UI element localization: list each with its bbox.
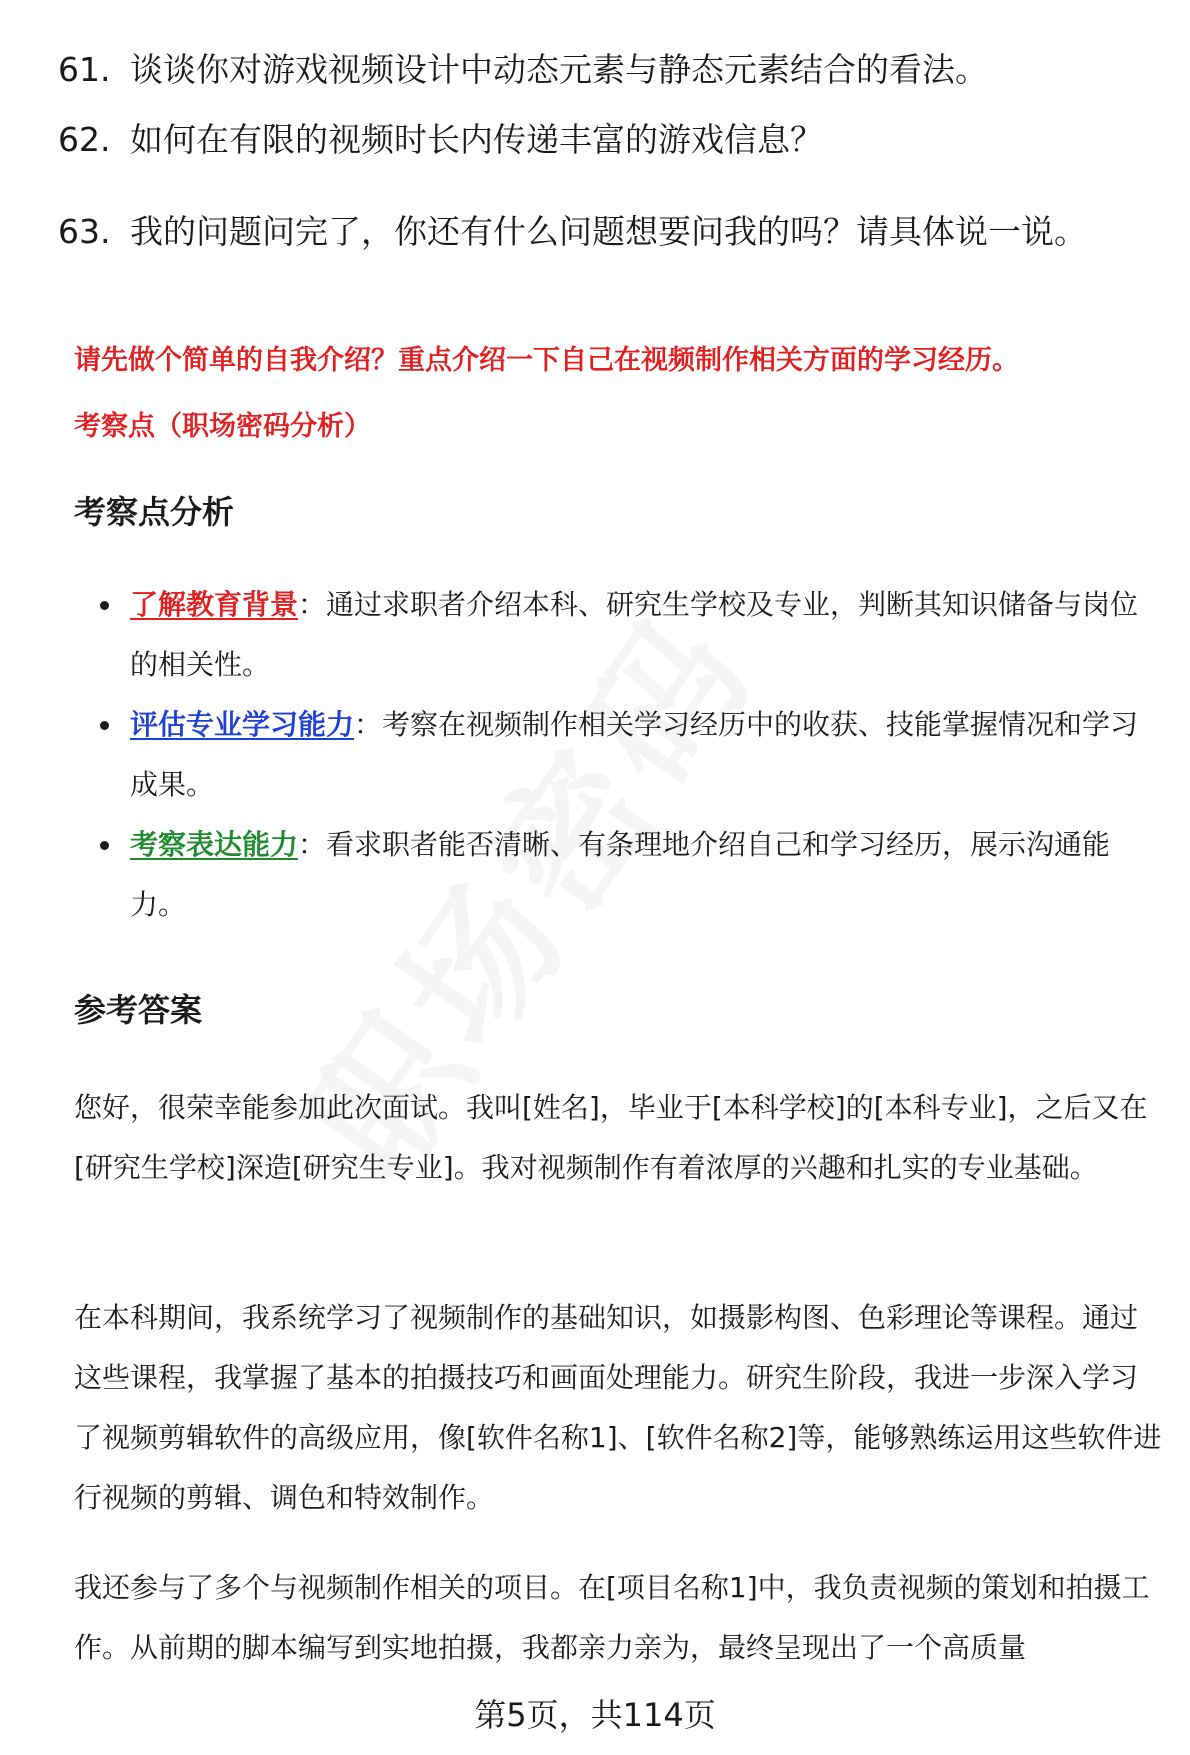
point-key: 考察表达能力	[130, 828, 299, 861]
question-text: 谈谈你对游戏视频设计中动态元素与静态元素结合的看法。	[130, 50, 988, 89]
bullet-dot	[100, 841, 109, 850]
bullet-dot	[100, 721, 109, 730]
point-text: ：考察在视频制作相关学习经历中的收获、技能掌握情况和学习成果。	[130, 708, 1139, 801]
point-item	[100, 575, 1160, 695]
answer-paragraph: 在本科期间，我系统学习了视频制作的基础知识，如摄影构图、色彩理论等课程。通过这些课程，我掌握了基本的拍摄技巧和画面处理能力。研究生阶段，我进一步深入学习了视频剪辑软件的高级应用，像[软件名称1]、[软件名称2]等，能够熟练运用这些软件进行视频的剪辑、调色和特效制作。	[74, 1301, 1162, 1514]
question-number: 63.	[58, 212, 111, 251]
highlight-question: 请先做个简单的自我介绍？重点介绍一下自己在视频制作相关方面的学习经历。	[74, 345, 1019, 376]
answer-paragraph: 您好，很荣幸能参加此次面试。我叫[姓名]，毕业于[本科学校]的[本科专业]，之后又在[研究生学校]深造[研究生专业]。我对视频制作有着浓厚的兴趣和扎实的专业基础。	[74, 1091, 1148, 1184]
page-footer: 第5页，共114页	[474, 1696, 716, 1734]
point-text: ：通过求职者介绍本科、研究生学校及专业，判断其知识储备与岗位的相关性。	[130, 588, 1139, 681]
point-key: 评估专业学习能力	[130, 708, 355, 741]
question-61	[58, 48, 988, 92]
point-item	[100, 815, 1160, 935]
bullet-dot	[100, 601, 109, 610]
point-text: ：看求职者能否清晰、有条理地介绍自己和学习经历，展示沟通能力。	[130, 828, 1111, 921]
analysis-heading: 考察点分析	[74, 493, 235, 531]
question-text: 如何在有限的视频时长内传递丰富的游戏信息？	[130, 120, 823, 159]
point-item	[100, 695, 1160, 815]
answer-heading: 参考答案	[74, 991, 203, 1029]
question-63	[58, 210, 1087, 254]
point-key: 了解教育背景	[130, 588, 299, 621]
question-62	[58, 118, 823, 162]
question-number: 62.	[58, 120, 111, 159]
question-text: 我的问题问完了，你还有什么问题想要问我的吗？请具体说一说。	[130, 212, 1087, 251]
analysis-points	[100, 575, 1160, 935]
answer-paragraph: 我还参与了多个与视频制作相关的项目。在[项目名称1]中，我负责视频的策划和拍摄工作。从前期的脚本编写到实地拍摄，我都亲力亲为，最终呈现出了一个高质量	[74, 1571, 1150, 1664]
question-number: 61.	[58, 50, 111, 89]
analysis-label: 考察点（职场密码分析）	[74, 411, 371, 442]
